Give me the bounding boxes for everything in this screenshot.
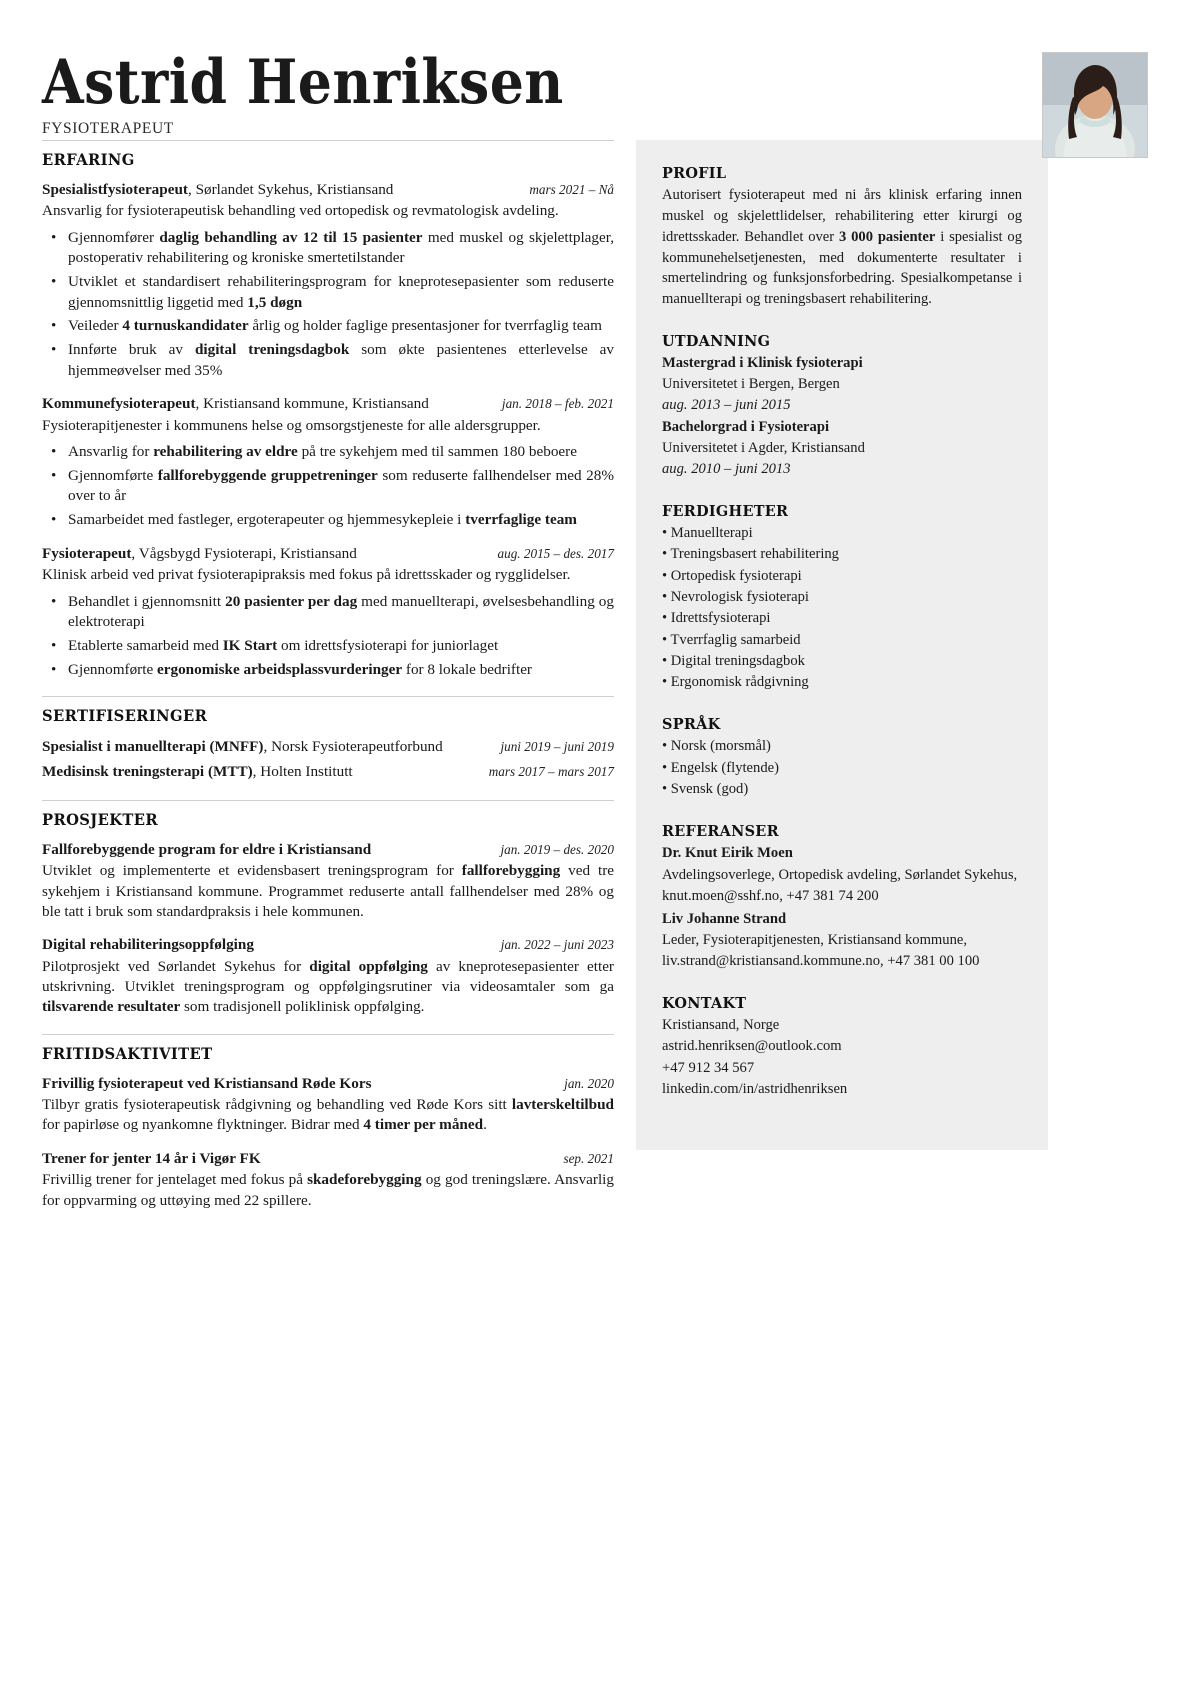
leisure-title — [42, 1149, 549, 1169]
entry-header — [42, 935, 614, 955]
project-name: Fallforebyggende program for eldre i Kristiansand — [42, 840, 372, 858]
skills-list — [662, 523, 1022, 693]
leisure-highlight: skadeforebygging — [307, 1171, 422, 1189]
contact-line: linkedin.com/in/astridhenriksen — [662, 1080, 848, 1097]
contact-line: +47 912 34 567 — [662, 1059, 755, 1076]
leisure-title — [42, 1074, 550, 1094]
list-item — [68, 228, 614, 269]
contact-line: Kristiansand, Norge — [662, 1017, 780, 1034]
entry-header — [42, 1074, 614, 1094]
bullet-highlight: digital treningsdagbok — [194, 341, 350, 359]
certification-entry — [42, 736, 614, 759]
reference-entry — [662, 909, 1022, 972]
job-title: FYSIOTERAPEUT — [42, 120, 174, 137]
education-degree: Mastergrad i Klinisk fysioterapi — [662, 355, 863, 372]
experience-entry — [42, 394, 614, 530]
project-text: Pilotprosjekt ved Sørlandet Sykehus for — [42, 957, 310, 975]
entry-bullets — [42, 442, 614, 531]
skill-item: • Ergonomisk rådgivning — [662, 672, 1022, 693]
portrait-photo-icon — [1043, 53, 1147, 157]
certification-entries — [42, 736, 614, 784]
bullet-highlight: rehabilitering av eldre — [153, 443, 298, 461]
list-item — [68, 316, 614, 337]
sidebar-heading-skills: FERDIGHETER — [662, 502, 789, 521]
section-experience — [42, 140, 614, 680]
sidebar-section-contact — [662, 994, 1022, 1100]
bullet-highlight: 20 pasienter per dag — [225, 592, 358, 610]
project-entry — [42, 840, 614, 922]
project-text: som tradisjonell poliklinisk oppfølging. — [180, 998, 425, 1016]
skill-item: • Nevrologisk fysioterapi — [662, 587, 1022, 608]
project-text: ved tre sykehjem i Kristiansand kommune. Programmet reduserte antall fallhendelser med 28% og ble tatt i bruk som standardpraksis i hele kommunen. — [42, 862, 614, 920]
project-highlight: digital oppfølging — [309, 957, 428, 975]
reference-detail: Leder, Fysioterapitjenesten, Kristiansand kommune, liv.strand@kristiansand.kommune.no, +47 381 00 100 — [662, 931, 980, 970]
leisure-highlight: lavterskeltilbud — [511, 1096, 614, 1114]
sidebar-heading-languages: SPRÅK — [662, 715, 721, 734]
sidebar-section-languages — [662, 715, 1022, 800]
language-item: • Engelsk (flytende) — [662, 758, 1022, 779]
entry-role: Fysioterapeut — [42, 544, 132, 562]
certification-date: mars 2017 – mars 2017 — [488, 764, 614, 780]
certification-title — [42, 761, 475, 784]
section-heading-projects: PROSJEKTER — [42, 809, 158, 829]
section-divider — [42, 800, 614, 801]
cv-body — [0, 140, 1190, 1227]
entry-description: Klinisk arbeid ved privat fysioterapipraksis med fokus på idrettsskader og rygglidelser. — [42, 566, 571, 584]
entry-role: Kommunefysioterapeut — [42, 395, 196, 413]
leisure-description — [42, 1170, 614, 1211]
bullet-highlight: ergonomiske arbeidsplassvurderinger — [157, 660, 403, 678]
bullet-text: på tre sykehjem med til sammen 180 beboere — [297, 443, 577, 461]
section-leisure — [42, 1034, 614, 1211]
profile-text-pre: Autorisert fysioterapeut med ni års klinisk erfaring innen muskel og skjelettlidelser, rehabilitering etter kirurgi og idrettsskader. Behandlet over — [662, 187, 1022, 245]
entry-title — [42, 544, 484, 564]
sidebar-heading-contact: KONTAKT — [662, 994, 747, 1013]
leisure-text: for papirløse og nyankomne flyktninger. Bidrar med — [42, 1116, 364, 1134]
skill-item: • Treningsbasert rehabilitering — [662, 544, 1022, 565]
project-description — [42, 957, 614, 1018]
project-title — [42, 935, 487, 955]
bullet-text: Gjennomfører — [68, 228, 160, 246]
certification-entry — [42, 761, 614, 784]
section-heading-leisure: FRITIDSAKTIVITET — [42, 1043, 213, 1063]
bullet-highlight: daglig behandling av 12 til 15 pasienter — [159, 228, 423, 246]
entry-company: , Kristiansand kommune, Kristiansand — [195, 395, 429, 413]
languages-list — [662, 736, 1022, 800]
bullet-highlight: 4 turnuskandidater — [122, 317, 249, 335]
bullet-text: Ansvarlig for — [68, 443, 154, 461]
section-divider — [42, 1034, 614, 1035]
list-item — [68, 272, 614, 313]
entry-description: Fysioterapitjenester i kommunens helse og omsorgstjeneste for alle aldersgrupper. — [42, 416, 541, 434]
entry-company: , Vågsbygd Fysioterapi, Kristiansand — [131, 544, 357, 562]
contact-lines — [662, 1015, 1022, 1100]
sidebar-section-references — [662, 822, 1022, 972]
bullet-text: Samarbeidet med fastleger, ergoterapeuter og hjemmesykepleie i — [68, 511, 466, 529]
leisure-text: . — [483, 1116, 487, 1134]
reference-name: Liv Johanne Strand — [662, 910, 787, 927]
leisure-date: jan. 2020 — [564, 1075, 614, 1091]
bullet-text: Gjennomførte — [68, 660, 157, 678]
education-degree: Bachelorgrad i Fysioterapi — [662, 418, 829, 435]
language-item: • Norsk (morsmål) — [662, 736, 1022, 757]
project-name: Digital rehabiliteringsoppfølging — [42, 936, 254, 954]
project-date: jan. 2022 – juni 2023 — [500, 937, 614, 953]
leisure-description — [42, 1095, 614, 1136]
bullet-text: Etablerte samarbeid med — [68, 636, 223, 654]
education-school: Universitetet i Agder, Kristiansand — [662, 439, 865, 456]
section-projects — [42, 800, 614, 1018]
bullet-text: Innførte bruk av — [68, 341, 195, 359]
list-item — [68, 592, 614, 633]
project-title — [42, 840, 486, 860]
skill-item: • Digital treningsdagbok — [662, 651, 1022, 672]
avatar — [1042, 52, 1148, 158]
leisure-entry — [42, 1074, 614, 1136]
bullet-highlight: 1,5 døgn — [247, 293, 303, 311]
education-date: aug. 2010 – juni 2013 — [662, 460, 791, 477]
list-item — [68, 466, 614, 507]
bullet-highlight: IK Start — [222, 636, 278, 654]
section-heading-experience: ERFARING — [42, 150, 135, 169]
list-item — [68, 510, 614, 531]
project-entry — [42, 935, 614, 1017]
section-divider — [42, 140, 614, 141]
list-item — [68, 340, 614, 381]
bullet-highlight: tverrfaglige team — [465, 511, 577, 529]
section-certifications — [42, 696, 614, 784]
bullet-text: Utviklet et standardisert rehabiliteringsprogram for kneprotesepasienter som reduserte gjennomsnittlig liggetid med — [68, 273, 614, 311]
leisure-name: Frivillig fysioterapeut ved Kristiansand Røde Kors — [42, 1074, 372, 1092]
skill-item: • Idrettsfysioterapi — [662, 608, 1022, 629]
bullet-text: med manuellterapi, øvelsesbehandling og elektroterapi — [68, 592, 614, 631]
sidebar-heading-references: REFERANSER — [662, 822, 779, 841]
certification-name: Medisinsk treningsterapi (MTT) — [42, 763, 253, 781]
certification-name: Spesialist i manuellterapi (MNFF) — [42, 738, 264, 756]
bullet-text: for 8 lokale bedrifter — [402, 660, 532, 678]
certification-title — [42, 736, 486, 759]
entry-date: aug. 2015 – des. 2017 — [497, 545, 614, 561]
sidebar-section-profile — [662, 164, 1022, 310]
list-item — [68, 636, 614, 657]
entry-date: jan. 2018 – feb. 2021 — [501, 396, 614, 412]
project-entries — [42, 840, 614, 1018]
sidebar-section-education — [662, 332, 1022, 480]
sidebar-section-skills — [662, 502, 1022, 693]
references-entries — [662, 843, 1022, 972]
education-school: Universitetet i Bergen, Bergen — [662, 376, 840, 393]
certification-issuer: , Norsk Fysioterapeutforbund — [263, 738, 443, 756]
language-item: • Svensk (god) — [662, 779, 1022, 800]
entry-header — [42, 544, 614, 564]
entry-bullets — [42, 592, 614, 681]
project-description — [42, 861, 614, 922]
leisure-text: Frivillig trener for jentelaget med fokus på — [42, 1171, 308, 1189]
experience-entry — [42, 180, 614, 381]
sidebar-heading-profile: PROFIL — [662, 164, 727, 182]
entry-title — [42, 394, 488, 414]
skill-item: • Ortopedisk fysioterapi — [662, 566, 1022, 587]
certification-date: juni 2019 – juni 2019 — [500, 739, 614, 755]
entry-header — [42, 394, 614, 414]
skill-item: • Manuellterapi — [662, 523, 1022, 544]
experience-entry — [42, 544, 614, 680]
contact-line: astrid.henriksen@outlook.com — [662, 1038, 842, 1055]
list-item — [68, 442, 614, 463]
main-column — [42, 140, 636, 1227]
bullet-text: Veileder — [68, 317, 123, 335]
list-item — [68, 660, 614, 681]
profile-text-post: i spesialist og kommunehelsetjenesten, med dokumenterte resultater i smertelindring og funksjonsforbedring. Spesialkompetanse i manuellterapi og treningsbasert rehabilitering. — [662, 228, 1022, 308]
sidebar — [636, 140, 1048, 1150]
bullet-highlight: fallforebyggende gruppetreninger — [157, 466, 378, 484]
bullet-text: med muskel og skjelettplager, postoperativ rehabilitering og kroniske smertetilstander — [68, 228, 615, 267]
entry-description: Ansvarlig for fysioterapeutisk behandling ved ortopedisk og revmatologisk avdeling. — [42, 202, 559, 220]
project-highlight: tilsvarende resultater — [42, 998, 181, 1016]
entry-bullets — [42, 228, 614, 382]
leisure-text: Tilbyr gratis fysioterapeutisk rådgivning og behandling ved Røde Kors sitt — [42, 1096, 512, 1114]
entry-header — [42, 180, 614, 200]
education-date: aug. 2013 – juni 2015 — [662, 397, 791, 414]
entry-date: mars 2021 – Nå — [529, 182, 614, 197]
profile-text — [662, 185, 1022, 310]
entry-role: Spesialistfysioterapeut — [42, 181, 188, 198]
experience-entries — [42, 180, 614, 680]
entry-header — [42, 840, 614, 860]
profile-text-bold: 3 000 pasienter — [838, 228, 936, 245]
leisure-entry — [42, 1149, 614, 1211]
leisure-text: og god treningslære. Ansvarlig for oppvarming og uttøying med 22 spillere. — [42, 1171, 614, 1209]
sidebar-heading-education: UTDANNING — [662, 332, 771, 351]
entry-title — [42, 180, 515, 200]
education-entries — [662, 353, 1022, 480]
leisure-entries — [42, 1074, 614, 1211]
bullet-text: årlig og holder faglige presentasjoner for tverrfaglig team — [248, 317, 602, 335]
bullet-text: Behandlet i gjennomsnitt — [68, 592, 226, 610]
reference-name: Dr. Knut Eirik Moen — [662, 845, 793, 862]
reference-detail: Avdelingsoverlege, Ortopedisk avdeling, Sørlandet Sykehus, knut.moen@sshf.no, +47 381 74 200 — [662, 866, 1018, 904]
project-date: jan. 2019 – des. 2020 — [500, 841, 614, 857]
bullet-text: om idrettsfysioterapi for juniorlaget — [277, 636, 499, 654]
project-text: Utviklet og implementerte et evidensbasert treningsprogram for — [42, 862, 462, 880]
reference-entry — [662, 843, 1022, 906]
certification-issuer: , Holten Institutt — [252, 763, 353, 781]
bullet-text: som økte pasientenes etterlevelse av hjemmeøvelser med 35% — [68, 341, 614, 379]
leisure-name: Trener for jenter 14 år i Vigør FK — [42, 1149, 261, 1167]
project-highlight: fallforebygging — [461, 862, 561, 880]
bullet-text: som reduserte fallhendelser med 28% over to år — [68, 466, 615, 505]
entry-company: , Sørlandet Sykehus, Kristiansand — [187, 181, 394, 198]
page-title: Astrid Henriksen — [42, 47, 564, 118]
section-divider — [42, 696, 614, 697]
section-heading-certifications: SERTIFISERINGER — [42, 706, 208, 726]
project-text: av kneprotesepasienter etter utskrivning. Utviklet treningsprogram og oppfølgingsrutiner via videosamtaler som ga — [42, 957, 614, 995]
leisure-date: sep. 2021 — [563, 1150, 614, 1166]
cv-header — [0, 0, 1190, 140]
bullet-text: Gjennomførte — [68, 466, 158, 484]
skill-item: • Tverrfaglig samarbeid — [662, 630, 1022, 651]
entry-header — [42, 1149, 614, 1169]
leisure-highlight: 4 timer per måned — [363, 1116, 484, 1134]
